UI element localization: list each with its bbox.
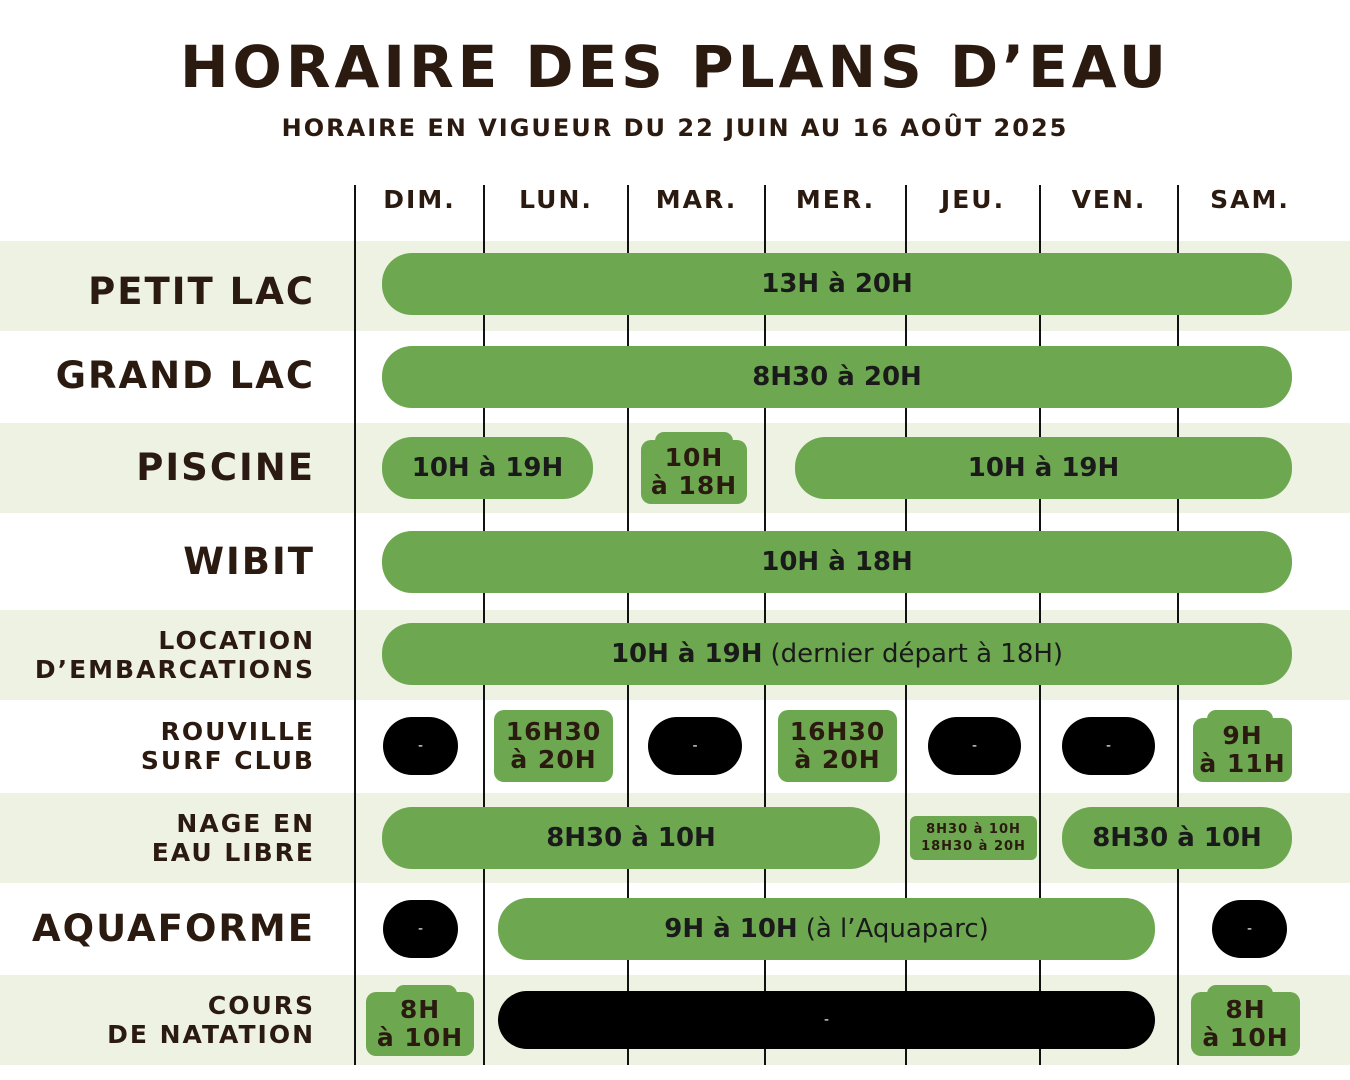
closed-marker: - — [417, 921, 424, 937]
closed-marker: - — [1246, 921, 1253, 937]
slot-hours: 10H à 19H — [967, 453, 1120, 483]
slot-hours: 8H30 à 20H — [752, 362, 922, 392]
slot-aqua-dim-closed — [383, 900, 458, 958]
slot-hours-line: 16H30 — [505, 717, 602, 746]
day-header-lun: LUN. — [519, 185, 593, 214]
slot-piscine-dim-lun — [382, 437, 593, 499]
slot-cours-sam — [1191, 992, 1300, 1056]
row-label-line: NAGE EN — [176, 809, 315, 838]
day-header-dim: DIM. — [383, 185, 456, 214]
slot-surf-sam — [1193, 718, 1292, 782]
slot-hours: 10H à 18H — [761, 547, 913, 577]
row-label-petit-lac — [0, 247, 315, 337]
slot-hours-line: à 20H — [794, 745, 881, 774]
slot-hours-line: 8H30 à 10H — [926, 822, 1021, 837]
closed-marker: - — [971, 738, 978, 754]
row-label-line: PETIT LAC — [88, 270, 315, 313]
row-label-cours — [0, 975, 315, 1065]
slot-cours-dim — [366, 992, 474, 1056]
slot-surf-jeu-closed — [928, 717, 1021, 775]
row-label-line: EAU LIBRE — [151, 838, 315, 867]
row-label-line: PISCINE — [136, 446, 315, 489]
day-header-mar: MAR. — [655, 185, 738, 214]
slot-hours: 10H à 19H — [610, 639, 763, 669]
column-divider — [354, 185, 356, 1065]
slot-surf-ven-closed — [1062, 717, 1155, 775]
row-label-line: LOCATION — [158, 626, 315, 655]
slot-hours-line: 10H — [664, 443, 724, 472]
row-label-grand-lac — [0, 331, 315, 421]
slot-surf-lun — [494, 710, 613, 782]
day-header-mer: MER. — [795, 185, 876, 214]
slot-hours: 13H à 20H — [761, 269, 913, 299]
slot-hours-line: à 20H — [510, 745, 597, 774]
slot-cours-lun-ven-closed — [498, 991, 1155, 1049]
day-header-jeu: JEU. — [940, 185, 1006, 214]
row-label-line: DE NATATION — [107, 1020, 315, 1049]
row-label-line: COURS — [207, 991, 315, 1020]
slot-hours-line: à 10H — [376, 1023, 464, 1052]
row-label-location — [0, 610, 315, 700]
slot-aqua-sam-closed — [1212, 900, 1287, 958]
slot-hours-line: 9H — [1222, 721, 1263, 750]
closed-marker: - — [692, 738, 698, 754]
row-label-line: ROUVILLE — [160, 717, 315, 746]
row-label-nage — [0, 793, 315, 883]
slot-surf-mar-closed — [648, 717, 742, 775]
slot-nage-dim-mer — [382, 807, 880, 869]
slot-aqua-lun-ven — [498, 898, 1155, 960]
row-label-line: WIBIT — [183, 540, 315, 583]
slot-hours-line: 18H30 à 20H — [921, 839, 1026, 854]
slot-note: (à l’Aquaparc) — [805, 914, 989, 944]
slot-hours-line: à 10H — [1202, 1023, 1289, 1052]
slot-piscine-mar — [641, 440, 747, 504]
slot-hours: 9H à 10H — [664, 914, 798, 944]
slot-note: (dernier départ à 18H) — [770, 639, 1064, 669]
row-label-line: GRAND LAC — [55, 354, 315, 397]
page-subtitle: HORAIRE EN VIGUEUR DU 22 JUIN AU 16 AOÛT 2025 — [281, 114, 1069, 142]
slot-petit-lac — [382, 253, 1292, 315]
slot-hours-line: 8H — [1225, 995, 1266, 1024]
row-label-surf — [0, 701, 315, 791]
slot-surf-dim-closed — [383, 717, 458, 775]
slot-hours-line: 8H — [399, 995, 441, 1024]
day-header-ven: VEN. — [1071, 185, 1147, 214]
slot-hours-line: à 18H — [650, 471, 738, 500]
page-title: HORAIRE DES PLANS D’EAU — [179, 33, 1171, 101]
closed-marker: - — [823, 1012, 830, 1028]
closed-marker: - — [1105, 738, 1112, 754]
row-label-piscine — [0, 423, 315, 513]
slot-hours: 8H30 à 10H — [1092, 823, 1262, 853]
slot-grand-lac — [382, 346, 1292, 408]
day-header-sam: SAM. — [1210, 185, 1290, 214]
slot-hours-line: 16H30 — [789, 717, 886, 746]
slot-hours-line: à 11H — [1199, 749, 1286, 778]
row-label-wibit — [0, 517, 315, 607]
slot-hours: 10H à 19H — [411, 453, 564, 483]
slot-surf-mer — [778, 710, 897, 782]
slot-nage-ven-sam — [1062, 807, 1292, 869]
closed-marker: - — [417, 738, 424, 754]
slot-nage-jeu — [910, 816, 1037, 860]
row-label-aquaforme — [0, 884, 315, 974]
row-label-line: AQUAFORME — [32, 907, 315, 950]
slot-hours: 8H30 à 10H — [546, 823, 716, 853]
slot-piscine-mer-sam — [795, 437, 1292, 499]
row-label-line: D’EMBARCATIONS — [34, 655, 315, 684]
slot-wibit — [382, 531, 1292, 593]
row-label-line: SURF CLUB — [140, 746, 315, 775]
slot-location — [382, 623, 1292, 685]
